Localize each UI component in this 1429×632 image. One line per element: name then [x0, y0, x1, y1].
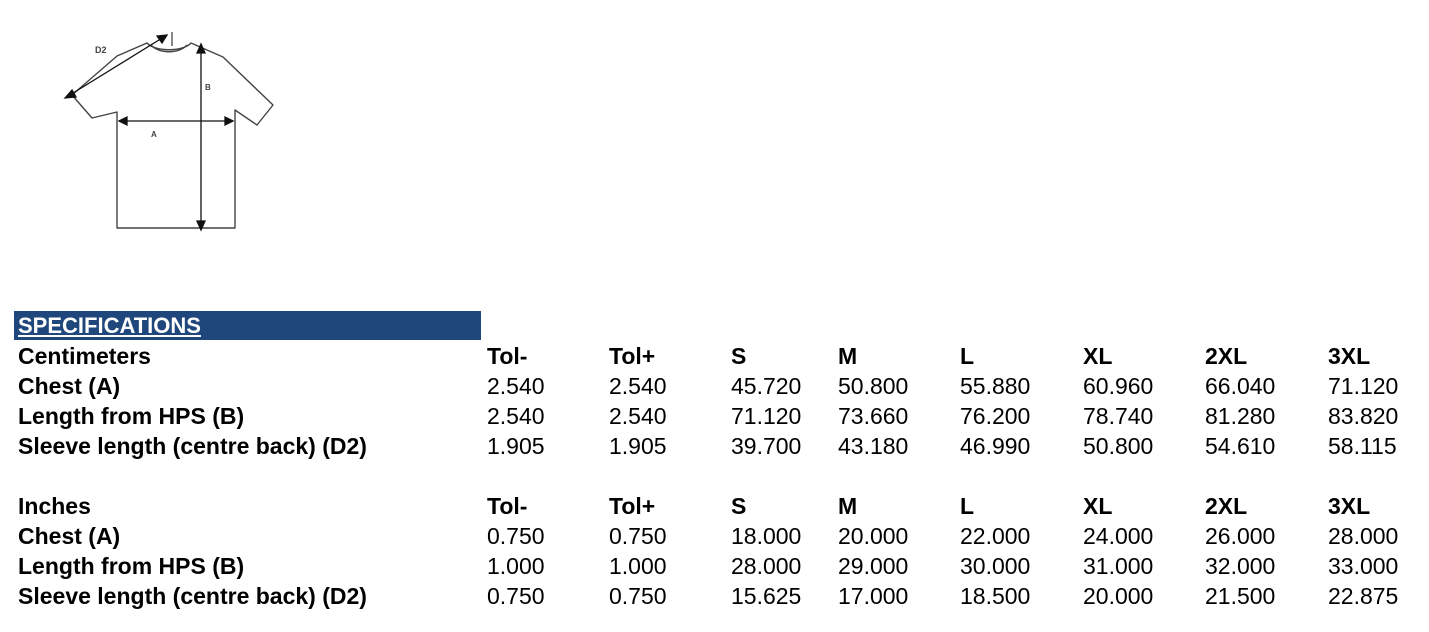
row-label: Sleeve length (centre back) (D2) [18, 433, 367, 459]
table-cell: 1.905 [487, 433, 545, 459]
table-cell: 2.540 [487, 403, 545, 429]
table-cell: 83.820 [1328, 403, 1399, 429]
row-label: Chest (A) [18, 373, 121, 399]
table-cell: 1.000 [487, 553, 545, 579]
table-cell: 50.800 [1083, 433, 1154, 459]
table-cell: 1.905 [609, 433, 667, 459]
column-header-xl: XL [1083, 493, 1113, 519]
table-cell: 22.000 [960, 523, 1031, 549]
table-cell: 46.990 [960, 433, 1031, 459]
table-cell: 20.000 [838, 523, 909, 549]
row-label: Length from HPS (B) [18, 403, 245, 429]
column-header-l: L [960, 493, 975, 519]
specifications-header: SPECIFICATIONS [14, 311, 481, 340]
column-header-tol-minus: Tol- [487, 343, 528, 369]
table-cell: 2.540 [609, 373, 667, 399]
column-header-xl: XL [1083, 343, 1113, 369]
diagram-label-a: A [151, 130, 157, 139]
sleeve-measure-line [65, 35, 167, 98]
tshirt-outline [72, 43, 273, 228]
table-cell: 32.000 [1205, 553, 1276, 579]
column-header-m: M [838, 493, 858, 519]
column-header-s: S [731, 343, 747, 369]
row-label: Chest (A) [18, 523, 121, 549]
table-cell: 28.000 [731, 553, 802, 579]
table-cell: 0.750 [609, 523, 667, 549]
table-cell: 43.180 [838, 433, 909, 459]
column-header-l: L [960, 343, 975, 369]
table-cell: 26.000 [1205, 523, 1276, 549]
inches-heading: Inches [18, 493, 91, 519]
table-cell: 0.750 [487, 523, 545, 549]
column-header-s: S [731, 493, 747, 519]
table-cell: 17.000 [838, 583, 909, 609]
row-label: Sleeve length (centre back) (D2) [18, 583, 367, 609]
table-row [0, 521, 1429, 551]
tshirt-collar [151, 45, 187, 52]
table-cell: 50.800 [838, 373, 909, 399]
column-header-tol-plus: Tol+ [609, 343, 656, 369]
column-header-m: M [838, 343, 858, 369]
table-cell: 30.000 [960, 553, 1031, 579]
column-header-3xl: 3XL [1328, 493, 1371, 519]
table-cell: 76.200 [960, 403, 1031, 429]
table-cell: 78.740 [1083, 403, 1154, 429]
table-cell: 58.115 [1328, 433, 1397, 459]
table-cell: 71.120 [731, 403, 802, 429]
table-cell: 81.280 [1205, 403, 1276, 429]
table-cell: 18.500 [960, 583, 1031, 609]
diagram-label-d2: D2 [95, 45, 107, 55]
tshirt-measurement-diagram [45, 20, 285, 245]
table-cell: 55.880 [960, 373, 1031, 399]
table-row [0, 581, 1429, 611]
table-cell: 71.120 [1328, 373, 1399, 399]
table-cell: 24.000 [1083, 523, 1154, 549]
table-row [0, 401, 1429, 431]
table-cell: 0.750 [487, 583, 545, 609]
table-cell: 31.000 [1083, 553, 1154, 579]
table-cell: 60.960 [1083, 373, 1154, 399]
column-header-tol-minus: Tol- [487, 493, 528, 519]
table-cell: 73.660 [838, 403, 909, 429]
table-cell: 39.700 [731, 433, 802, 459]
table-cell: 2.540 [487, 373, 545, 399]
table-cell: 18.000 [731, 523, 802, 549]
table-cell: 45.720 [731, 373, 802, 399]
table-cell: 22.875 [1328, 583, 1399, 609]
column-header-3xl: 3XL [1328, 343, 1371, 369]
table-cell: 33.000 [1328, 553, 1399, 579]
column-header-2xl: 2XL [1205, 493, 1248, 519]
centimeters-header-row [0, 341, 1429, 371]
inches-header-row [0, 491, 1429, 521]
table-row [0, 551, 1429, 581]
table-cell: 29.000 [838, 553, 909, 579]
table-row [0, 431, 1429, 461]
table-cell: 15.625 [731, 583, 802, 609]
table-cell: 1.000 [609, 553, 667, 579]
table-cell: 20.000 [1083, 583, 1154, 609]
column-header-tol-plus: Tol+ [609, 493, 656, 519]
column-header-2xl: 2XL [1205, 343, 1248, 369]
table-cell: 0.750 [609, 583, 667, 609]
diagram-label-b: B [205, 83, 211, 92]
table-cell: 66.040 [1205, 373, 1276, 399]
row-label: Length from HPS (B) [18, 553, 245, 579]
table-cell: 28.000 [1328, 523, 1399, 549]
table-row [0, 371, 1429, 401]
table-cell: 21.500 [1205, 583, 1276, 609]
centimeters-heading: Centimeters [18, 343, 151, 369]
table-cell: 2.540 [609, 403, 667, 429]
table-cell: 54.610 [1205, 433, 1276, 459]
